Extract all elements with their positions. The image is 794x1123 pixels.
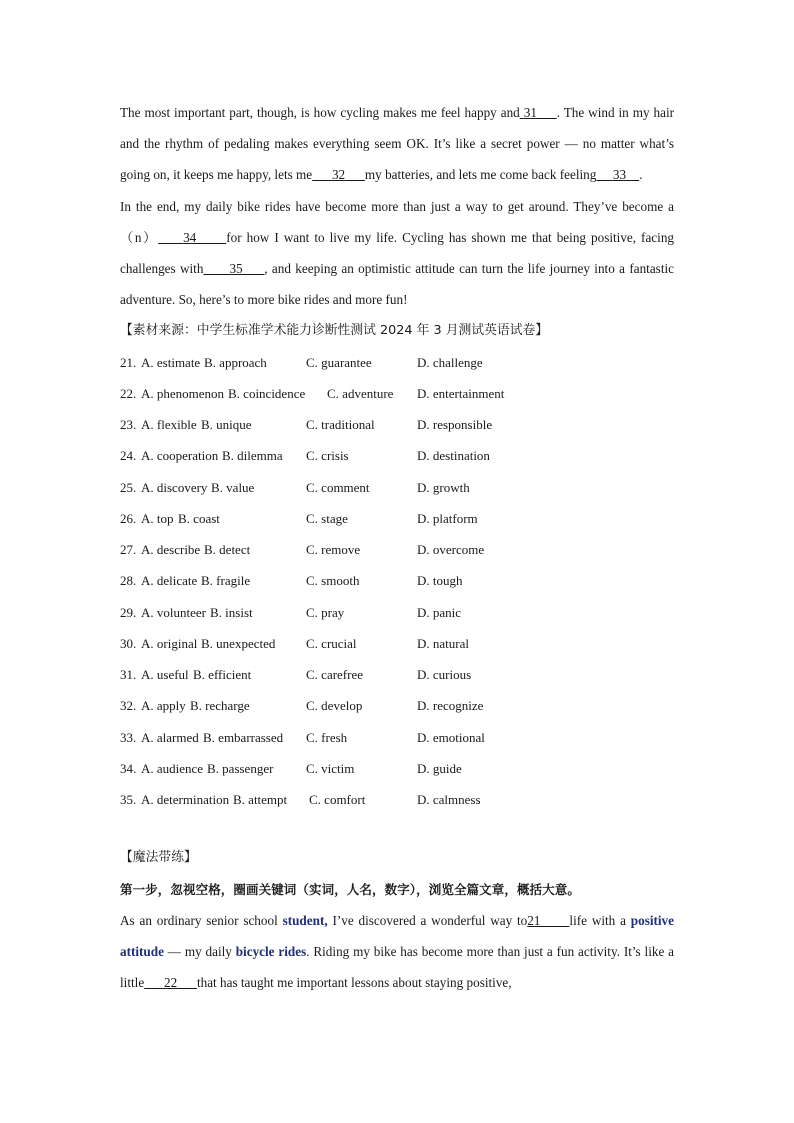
- option-b: B. approach: [204, 354, 267, 370]
- option-c: C. adventure: [327, 385, 394, 401]
- option-b: B. unexpected: [201, 635, 276, 651]
- option-d: D. guide: [417, 760, 462, 776]
- question-number: 35.: [120, 792, 137, 808]
- options-list: [120, 347, 674, 816]
- option-a: A. apply: [141, 698, 186, 714]
- option-b: B. efficient: [193, 667, 252, 683]
- option-a: A. alarmed: [141, 729, 199, 745]
- option-row: [120, 378, 674, 409]
- option-b: B. recharge: [190, 698, 250, 714]
- question-number: 27.: [120, 542, 137, 558]
- option-a: A. determination: [141, 792, 230, 808]
- question-number: 22.: [120, 385, 137, 401]
- option-b: B. passenger: [207, 760, 274, 776]
- option-c: C. crisis: [306, 448, 349, 464]
- option-a: A. original: [141, 635, 198, 651]
- option-a: A. describe: [141, 542, 201, 558]
- question-number: 33.: [120, 729, 137, 745]
- option-b: B. coast: [178, 510, 220, 526]
- option-a: A. top: [141, 510, 174, 526]
- option-d: D. growth: [417, 479, 470, 495]
- blank-21: 21: [527, 912, 541, 928]
- option-a: A. discovery: [141, 479, 208, 495]
- option-c: C. guarantee: [306, 354, 372, 370]
- option-d: D. challenge: [417, 354, 483, 370]
- option-row: [120, 722, 674, 753]
- keyword-bicycle-rides: bicycle rides: [235, 943, 307, 959]
- option-c: C. pray: [306, 604, 345, 620]
- option-d: D. platform: [417, 510, 478, 526]
- blank-35: 35: [229, 261, 243, 277]
- option-d: D. overcome: [417, 542, 485, 558]
- question-number: 29.: [120, 604, 137, 620]
- option-d: D. recognize: [417, 698, 484, 714]
- option-a: A. audience: [141, 760, 204, 776]
- option-b: B. coincidence: [228, 385, 306, 401]
- question-number: 34.: [120, 760, 137, 776]
- passage-paragraph-1: The most important part, though, is how cycling makes me feel happy and 31 . The wind in my hair and the rhythm of pedaling makes everything seem OK. It’s like a secret power — no matter what’s going on, it keeps me happy, lets me 32 my batteries, and lets me come back feeling 33 .: [120, 105, 675, 183]
- option-c: C. comfort: [309, 792, 366, 808]
- option-row: [120, 753, 674, 784]
- keyword-student: student,: [282, 912, 328, 928]
- option-row: [120, 409, 674, 440]
- option-row: [120, 690, 674, 721]
- blank-32: 32: [331, 167, 346, 183]
- option-d: D. panic: [417, 604, 462, 620]
- practice-passage: As an ordinary senior school student, I’ve discovered a wonderful way to21 life with a positive attitude — my daily bicycle rides. Riding my bike has become more than just a fun activity. It’s like a little 22 that has taught me important lessons about staying positive,: [120, 912, 675, 991]
- option-d: D. natural: [417, 635, 469, 651]
- option-d: D. curious: [417, 667, 472, 683]
- question-number: 32.: [120, 698, 137, 714]
- option-a: A. phenomenon: [141, 385, 225, 401]
- option-c: C. carefree: [306, 667, 364, 683]
- option-row: [120, 534, 674, 565]
- blank-22: 22: [163, 975, 178, 991]
- question-number: 21.: [120, 354, 137, 370]
- option-c: C. develop: [306, 698, 363, 714]
- option-b: B. embarrassed: [203, 729, 284, 745]
- question-number: 26.: [120, 510, 137, 526]
- practice-step-1: 第一步，忽视空格，圈画关键词（实词，人名，数字），浏览全篇文章，概括大意。: [120, 881, 580, 897]
- question-number: 25.: [120, 479, 137, 495]
- option-b: B. value: [211, 479, 255, 495]
- option-c: C. comment: [306, 479, 370, 495]
- question-number: 30.: [120, 635, 137, 651]
- option-d: D. calmness: [417, 792, 481, 808]
- option-a: A. cooperation: [141, 448, 219, 464]
- question-number: 28.: [120, 573, 137, 589]
- blank-31: 31: [523, 105, 537, 120]
- option-b: B. detect: [204, 542, 251, 558]
- option-b: B. attempt: [233, 792, 288, 808]
- option-b: B. insist: [210, 604, 253, 620]
- option-a: A. volunteer: [141, 604, 206, 620]
- option-b: B. fragile: [201, 573, 251, 589]
- option-a: A. flexible: [141, 417, 197, 433]
- option-row: [120, 784, 674, 815]
- option-c: C. stage: [306, 510, 348, 526]
- option-b: B. dilemma: [222, 448, 283, 464]
- option-c: C. crucial: [306, 635, 357, 651]
- option-c: C. traditional: [306, 417, 375, 433]
- blank-34: 34: [183, 229, 197, 245]
- option-d: D. emotional: [417, 729, 485, 745]
- option-row: [120, 503, 674, 534]
- option-c: C. remove: [306, 542, 361, 558]
- option-d: D. responsible: [417, 417, 493, 433]
- option-row: [120, 440, 674, 471]
- question-number: 24.: [120, 448, 137, 464]
- option-c: C. victim: [306, 760, 355, 776]
- practice-title: 【魔法带练】: [120, 850, 197, 866]
- question-number: 31.: [120, 667, 137, 683]
- option-row: [120, 659, 674, 690]
- option-row: [120, 347, 674, 378]
- keyword-positive-attitude: positive attitude: [120, 912, 675, 959]
- document-page: [120, 97, 674, 998]
- option-row: [120, 565, 674, 596]
- option-d: D. tough: [417, 573, 463, 589]
- blank-33: 33: [612, 167, 627, 183]
- option-b: B. unique: [201, 417, 252, 433]
- option-c: C. fresh: [306, 729, 348, 745]
- option-a: A. delicate: [141, 573, 198, 589]
- option-a: A. useful: [141, 667, 189, 683]
- option-d: D. destination: [417, 448, 490, 464]
- option-row: [120, 597, 674, 628]
- question-number: 23.: [120, 417, 137, 433]
- option-a: A. estimate: [141, 354, 201, 370]
- option-d: D. entertainment: [417, 385, 505, 401]
- option-row: [120, 472, 674, 503]
- source-note: 【素材来源：中学生标准学术能力诊断性测试 2024 年 3 月测试英语试卷】: [120, 323, 549, 339]
- option-c: C. smooth: [306, 573, 360, 589]
- option-row: [120, 628, 674, 659]
- passage-paragraph-2: In the end, my daily bike rides have become more than just a way to get around. They’ve become a（n） 34 for how I want to live my life. Cycling has shown me that being positive, facing challenges with 35 , and keeping an optimistic attitude can turn the life journey into a fantastic adventure. So, here’s to more bike rides and more fun!: [120, 198, 675, 308]
